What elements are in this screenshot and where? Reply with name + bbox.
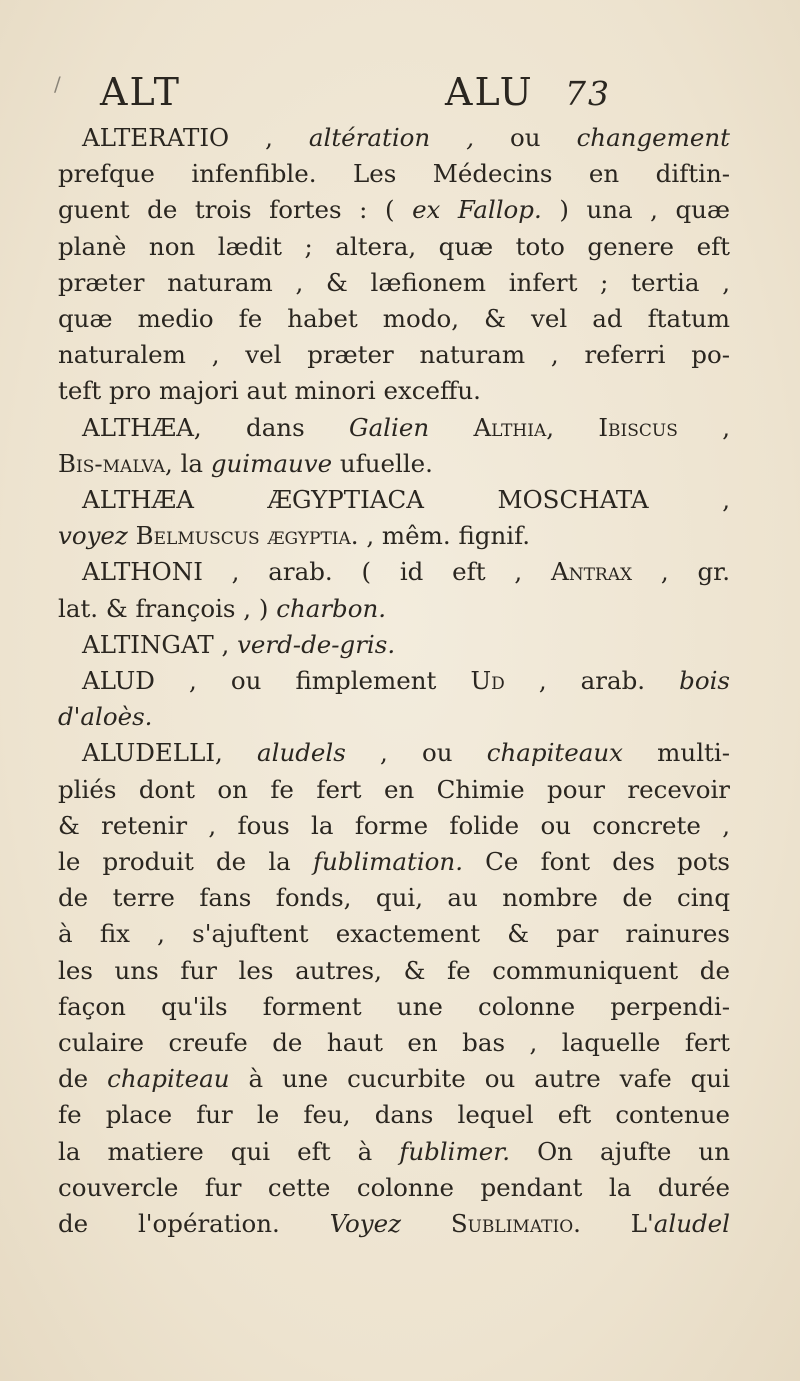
headword: ALUD , ou fimplement	[82, 666, 471, 696]
header-left-word: ALT	[100, 70, 181, 114]
entry-alteratio: ALTERATIO , altération , ou changement prefque infenfible. Les Médecins en diftin- guent de trois fortes : ( ex Fallop. ) una , quæ planè non lædit ; altera, quæ toto genere eft præter naturam , & læfionem infert ; tertia , quæ medio fe habet modo, & vel ad ftatum naturalem , vel præter naturam , referri po- teft pro majori aut minori exceffu.	[58, 123, 730, 406]
headword: ALTHONI , arab. ( id eft ,	[82, 557, 551, 587]
headword: ALUDELLI,	[82, 738, 258, 768]
page-number: 73	[565, 74, 611, 113]
running-header	[54, 70, 760, 114]
entry-althaea-aegyptiaca: ALTHÆA ÆGYPTIACA MOSCHATA , voyez Belmuscus ægyptia. , mêm. fignif.	[58, 482, 730, 554]
headword: ALTERATIO ,	[82, 123, 309, 152]
entry-alud: ALUD , ou fimplement Ud , arab. bois d'aloès.	[58, 666, 730, 732]
entry-altingat: ALTINGAT , verd-de-gris.	[82, 629, 396, 659]
headword: ALTINGAT ,	[82, 629, 238, 659]
headword: ALTHÆA, dans	[82, 412, 349, 442]
entry-althaea: ALTHÆA, dans Galien Althia, Ibiscus , Bis-malva, la guimauve ufuelle.	[58, 412, 730, 478]
cross-reference: voyez	[58, 521, 128, 551]
entry-aludelli: ALUDELLI, aludels , ou chapiteaux multi- pliés dont on fe fert en Chimie pour recevoir & retenir , fous la forme folide ou concrete , le produit de la fublimation. Ce font des pots de terre fans fonds, qui, au nombre de cinq à fix , s'ajuftent exactement & par rainures les uns fur les autres, & fe communiquent de façon qu'ils forment une colonne perpendi- culaire creufe de haut en bas , laquelle fert de chapiteau à une cucurbite ou autre vafe qui fe place fur le feu, dans lequel eft contenue la matiere qui eft à fublimer. On ajufte un couvercle fur cette colonne pendant la durée de l'opération. Voyez Sublimatio. L'aludel	[58, 738, 731, 1239]
margin-mark: /	[54, 72, 63, 96]
entry-althoni: ALTHONI , arab. ( id eft , Antrax , gr. lat. & françois , ) charbon.	[58, 557, 730, 623]
headword: ALTHÆA ÆGYPTIACA MOSCHATA ,	[82, 485, 730, 515]
header-center-word: ALU	[445, 70, 534, 114]
dictionary-text	[58, 120, 730, 1242]
cross-reference: Voyez	[329, 1209, 402, 1239]
